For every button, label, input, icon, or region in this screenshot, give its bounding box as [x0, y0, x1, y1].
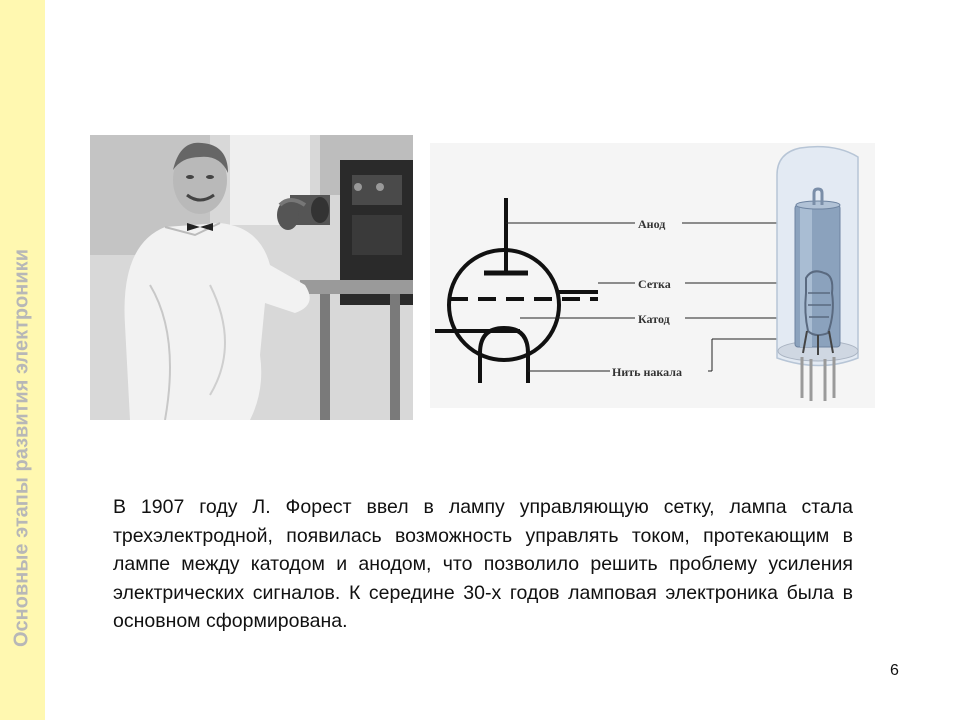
anode-label: Анод — [638, 217, 666, 231]
portrait-photo-image — [90, 135, 413, 420]
slide-number: 6 — [890, 662, 899, 679]
filament-label: Нить накала — [612, 365, 682, 379]
sidebar-title: Основные этапы развития электроники — [10, 249, 33, 647]
portrait-photo — [90, 135, 413, 420]
cathode-label: Катод — [638, 312, 670, 326]
sidebar — [0, 0, 45, 720]
body-paragraph: В 1907 году Л. Форест ввел в лампу управляющую сетку, лампа стала трехэлектродной, появилась возможность управлять током, протекающим в лампе между катодом и анодом, что позволило решить проблему усиления электрических сигналов. К середине 30-х годов ламповая электроника была в основном сформирована. — [113, 496, 853, 632]
grid-label: Сетка — [638, 277, 671, 291]
triode-diagram — [430, 143, 875, 408]
